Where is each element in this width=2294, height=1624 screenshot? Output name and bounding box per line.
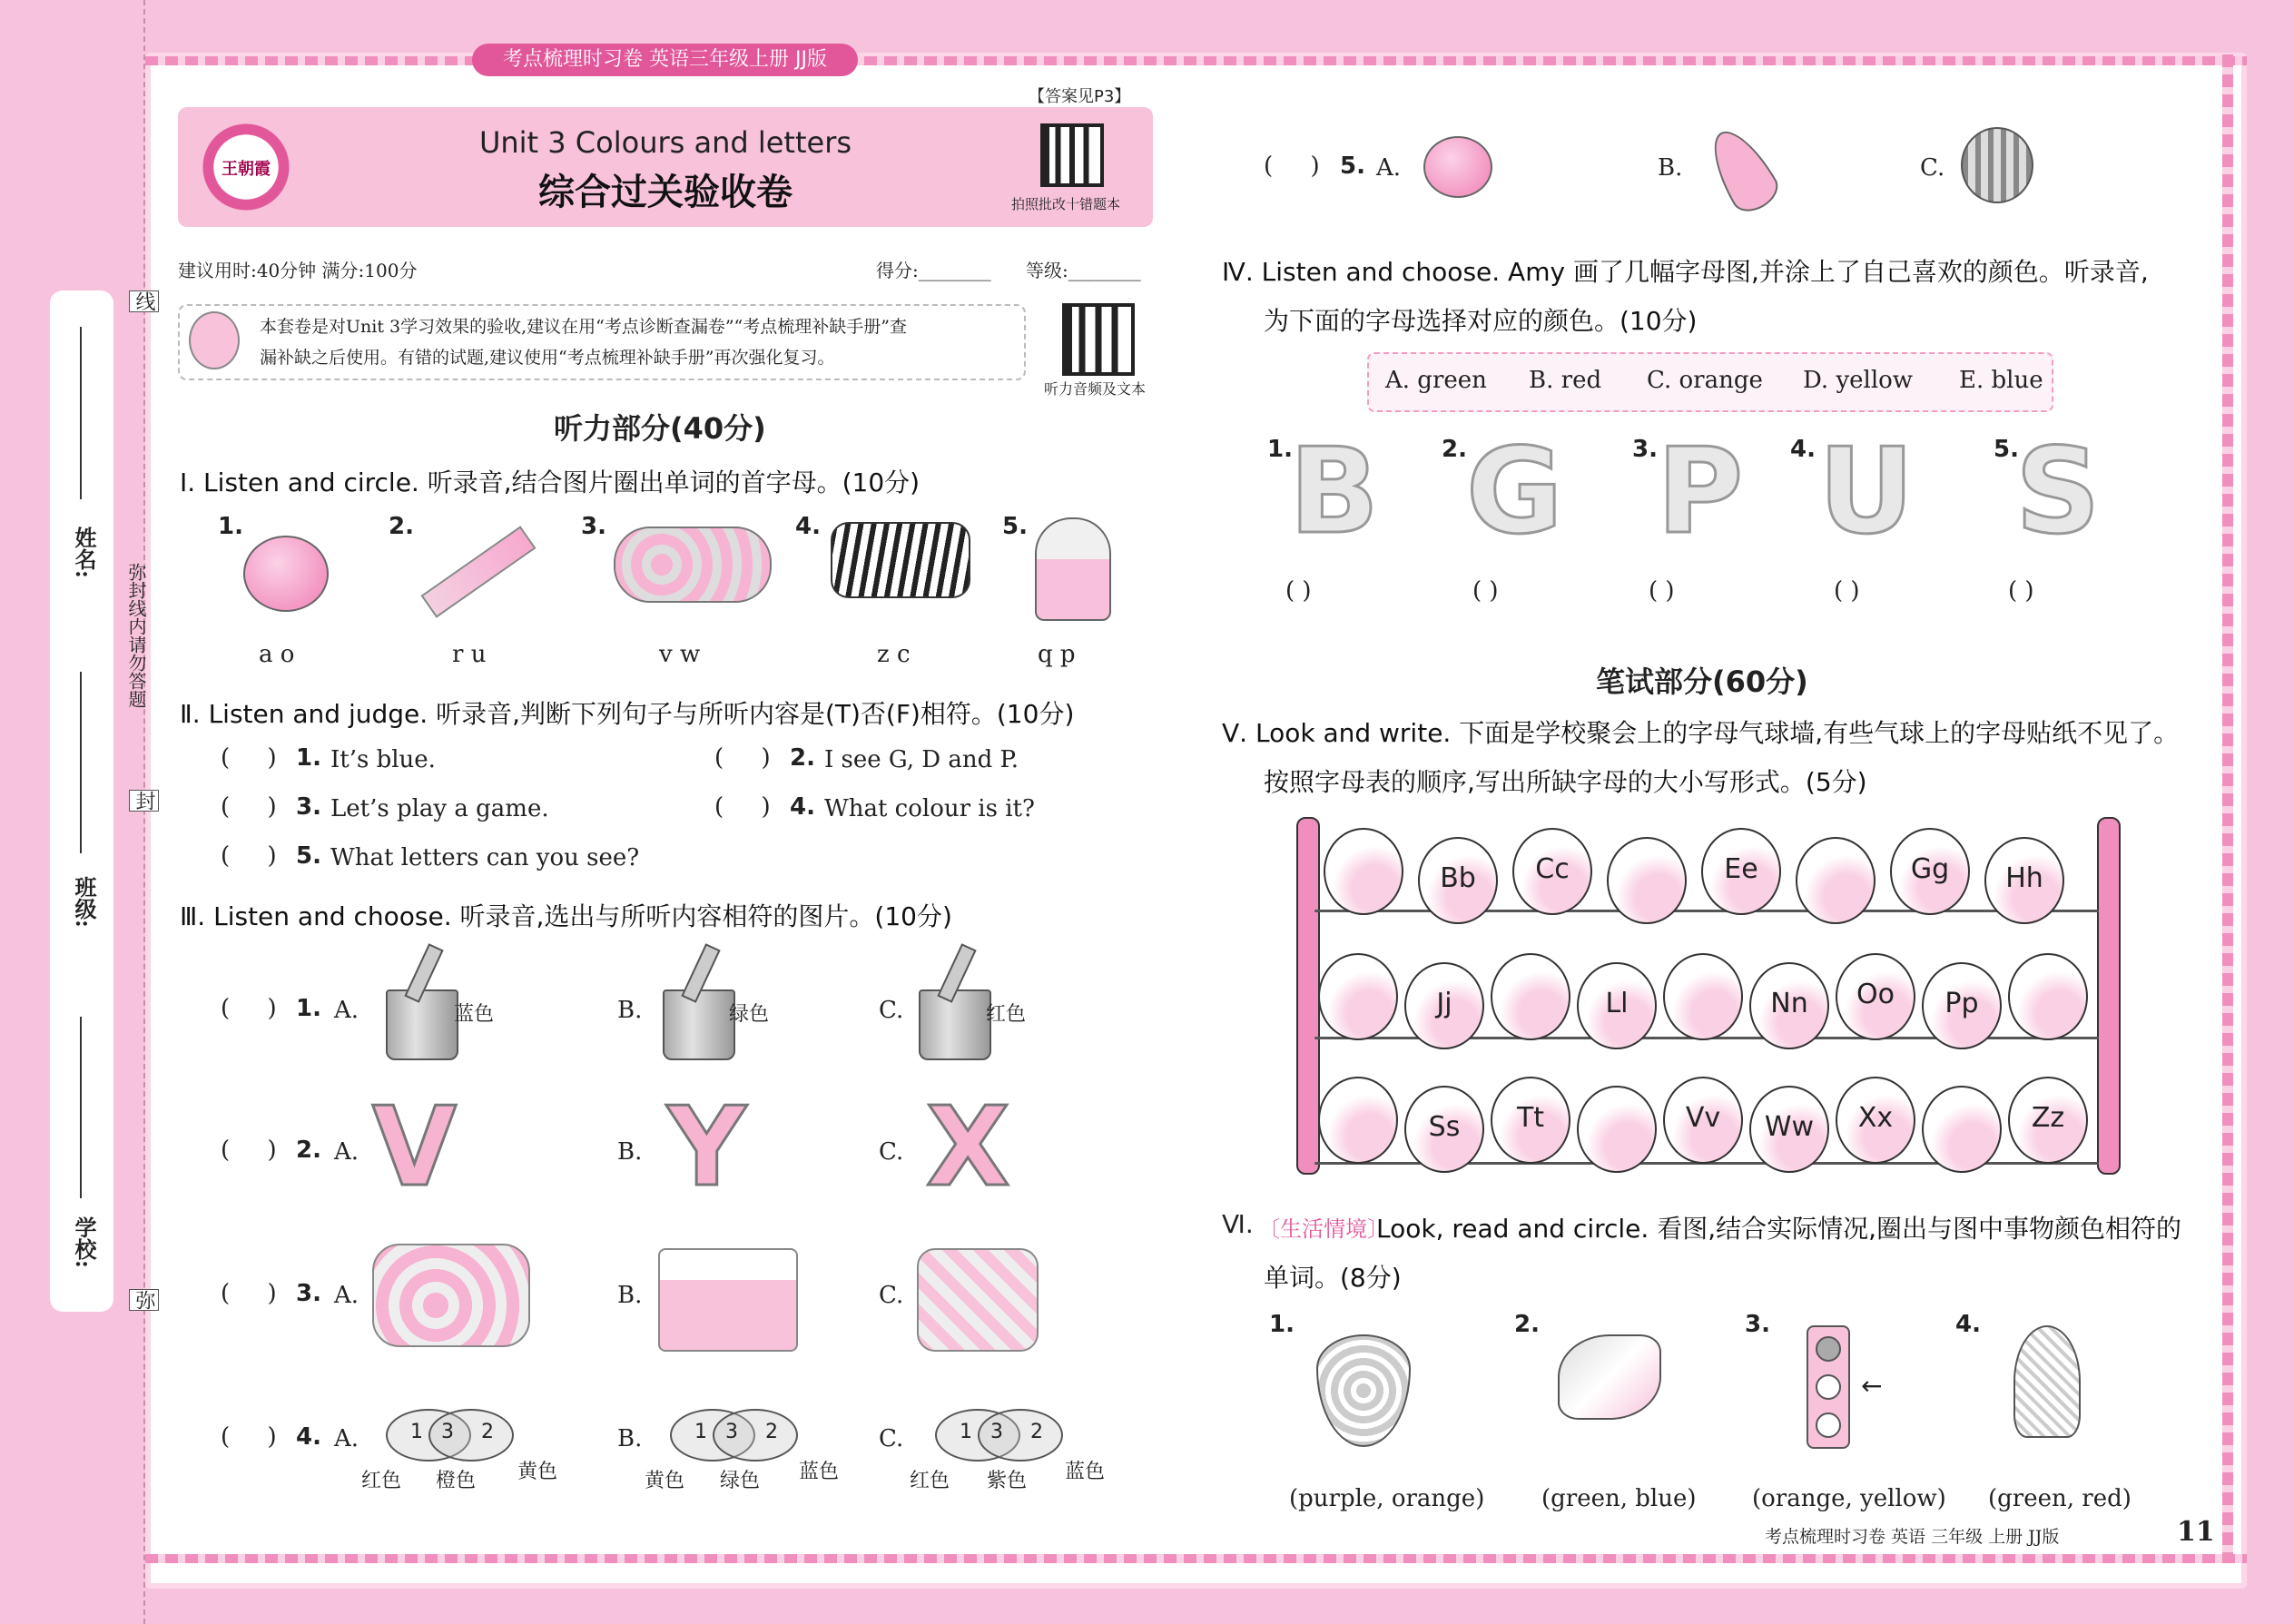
- venn-num-2: 2: [1030, 1421, 1043, 1443]
- venn-b-label-3: 绿色: [720, 1470, 761, 1492]
- writing-section-title: 笔试部分(60分): [1596, 664, 1808, 699]
- balloon-label: Vv: [1685, 1102, 1721, 1134]
- s3-q1-option-b[interactable]: B.: [617, 997, 643, 1024]
- balloon-letter: [2008, 1077, 2088, 1164]
- s4-q4-answer-blank[interactable]: ( ): [1834, 577, 1860, 605]
- balloon-letter: [1663, 1077, 1743, 1164]
- section-1-title: Ⅰ. Listen and circle. 听录音,结合图片圈出单词的首字母。(10分): [180, 468, 921, 497]
- letter-g-icon: G: [1466, 422, 1563, 560]
- s3-q2-option-a[interactable]: A.: [334, 1138, 359, 1166]
- notice-line-2: 漏补缺之后使用。有错的试题,建议使用“考点梳理补缺手册”再次强化复习。: [260, 348, 835, 368]
- traffic-light-icon: [1807, 1325, 1850, 1449]
- s3-q1-option-a[interactable]: A.: [334, 997, 359, 1024]
- balloon-letter: [1577, 962, 1657, 1049]
- venn-c-label-3: 紫色: [987, 1470, 1028, 1492]
- s1-q1-options[interactable]: a o: [259, 641, 295, 668]
- s6-q2-number: 2.: [1514, 1311, 1540, 1338]
- s6-q4-number: 4.: [1955, 1311, 1981, 1338]
- paint-can-icon: [386, 989, 458, 1060]
- s6-q1-options[interactable]: (purple, orange): [1289, 1485, 1485, 1512]
- s2-q1-answer-blank[interactable]: ( ): [221, 744, 277, 772]
- orange-fruit-icon: [243, 536, 329, 612]
- balloon-label: Ww: [1764, 1111, 1815, 1143]
- notice-box: [178, 304, 1026, 380]
- qr-code-audio[interactable]: [1062, 303, 1135, 376]
- s1-q3-options[interactable]: v w: [659, 641, 701, 668]
- s2-q2-number: 2.: [790, 744, 815, 772]
- vegetables-icon: [614, 527, 772, 603]
- balloon-blank[interactable]: [1324, 828, 1403, 915]
- s3-q4-number: 4.: [296, 1423, 321, 1451]
- apple-icon: [1423, 136, 1492, 198]
- seal-mark-top: 线: [129, 290, 159, 312]
- s3-q5-answer-blank[interactable]: ( ): [1264, 153, 1320, 180]
- paint-can-icon: [919, 989, 991, 1060]
- s4-q1-answer-blank[interactable]: ( ): [1285, 577, 1312, 605]
- venn-num-1: 1: [410, 1421, 423, 1443]
- s3-q1-b-label: 绿色: [729, 1003, 770, 1026]
- s2-q1-text: It’s blue.: [330, 746, 436, 773]
- balloon-blank[interactable]: [1796, 837, 1876, 924]
- venn-num-3: 3: [441, 1421, 454, 1443]
- balloon-blank[interactable]: [2008, 953, 2088, 1040]
- balloon-label: Xx: [1857, 1102, 1894, 1134]
- venn-num-2: 2: [765, 1421, 778, 1443]
- qr-caption-grading: 拍照批改十错题本: [1011, 196, 1121, 212]
- queen-icon: [1035, 517, 1111, 621]
- balloon-blank[interactable]: [1318, 953, 1398, 1040]
- seal-notice: 弥封线内请勿答题: [125, 563, 147, 708]
- s4-q1-number: 1.: [1267, 436, 1293, 463]
- balloon-letter: [1749, 1086, 1829, 1173]
- notice-line-1: 本套卷是对Unit 3学习效果的验收,建议在用“考点诊断查漏卷”“考点梳理补缺手册”查: [260, 317, 907, 337]
- balloon-blank[interactable]: [1607, 837, 1687, 924]
- wave-border-bottom: [145, 1554, 2247, 1563]
- section-5-title-line-1: Ⅴ. Look and write. 下面是学校聚会上的字母气球墙,有些气球上的字母贴纸不见了。: [1222, 718, 2180, 748]
- s2-q1-number: 1.: [296, 744, 321, 772]
- s3-q1-a-label: 蓝色: [454, 1003, 495, 1026]
- venn-a-label-1: 红色: [361, 1470, 402, 1492]
- color-options-box: [1367, 352, 2053, 412]
- balloon-blank[interactable]: [1663, 953, 1743, 1040]
- s1-q3-number: 3.: [581, 513, 606, 540]
- balloon-wall-pole-right: [2097, 817, 2121, 1175]
- s3-q2-option-c[interactable]: C.: [879, 1138, 904, 1166]
- student-info-strip: [50, 290, 113, 1312]
- venn-num-1: 1: [694, 1421, 707, 1443]
- venn-num-1: 1: [960, 1421, 972, 1443]
- balloon-label: Pp: [1944, 988, 1979, 1019]
- balloon-label: Gg: [1910, 853, 1950, 885]
- s1-q2-options[interactable]: r u: [452, 641, 487, 668]
- balloon-label: Jj: [1436, 988, 1452, 1019]
- exam-title: 综合过关验收卷: [538, 172, 793, 213]
- s2-q4-answer-blank[interactable]: ( ): [714, 793, 771, 821]
- balloon-label: Ss: [1428, 1111, 1461, 1143]
- venn-c-label-2: 蓝色: [1065, 1461, 1106, 1483]
- name-label: 姓名:: [71, 527, 97, 578]
- color-option-a: A. green: [1385, 367, 1487, 394]
- s3-q4-answer-blank[interactable]: ( ): [221, 1423, 277, 1451]
- letter-scene-a-icon: [372, 1244, 530, 1347]
- section-6-numeral: Ⅵ.: [1222, 1209, 1254, 1239]
- letter-v-icon: V: [372, 1085, 457, 1211]
- s3-q3-option-a[interactable]: A.: [334, 1282, 359, 1309]
- letter-b-icon: B: [1289, 422, 1380, 560]
- s6-q4-options[interactable]: (green, red): [1988, 1485, 2132, 1512]
- s4-q4-number: 4.: [1790, 436, 1816, 463]
- balloon-label: Zz: [2031, 1102, 2065, 1134]
- s3-q1-number: 1.: [296, 995, 321, 1022]
- chinese-knot-icon: [2013, 1325, 2081, 1438]
- letter-scene-b-icon: [658, 1248, 798, 1352]
- page-number: 11: [2177, 1516, 2215, 1548]
- school-label: 学校:: [71, 1216, 97, 1268]
- s6-q3-number: 3.: [1745, 1311, 1770, 1338]
- cabbage-icon: [1558, 1334, 1661, 1420]
- unit-title: Unit 3 Colours and letters: [478, 125, 852, 160]
- qr-caption-audio: 听力音频及文本: [1044, 380, 1147, 398]
- s3-q2-option-b[interactable]: B.: [617, 1138, 643, 1166]
- s6-q1-number: 1.: [1269, 1311, 1295, 1338]
- section-2-title: Ⅱ. Listen and judge. 听录音,判断下列句子与所听内容是(T)否(F)相符。(10分): [180, 699, 1075, 729]
- balloon-letter: [1749, 962, 1829, 1049]
- s1-q2-number: 2.: [389, 513, 414, 540]
- balloon-letter: [1984, 837, 2064, 924]
- life-scenario-tag: 〔生活情境〕: [1258, 1216, 1389, 1242]
- s2-q4-text: What colour is it?: [824, 795, 1035, 822]
- venn-b-label-2: 蓝色: [799, 1461, 840, 1483]
- balloon-label: Nn: [1770, 988, 1808, 1019]
- s4-q3-answer-blank[interactable]: ( ): [1649, 577, 1675, 605]
- balloon-blank[interactable]: [1491, 953, 1570, 1040]
- s2-q5-answer-blank[interactable]: ( ): [221, 842, 277, 870]
- s2-q5-text: What letters can you see?: [330, 844, 640, 871]
- venn-num-3: 3: [725, 1421, 738, 1443]
- s4-q5-number: 5.: [1994, 436, 2019, 463]
- seal-mark-bottom: 弥: [129, 1289, 159, 1311]
- s1-q4-number: 4.: [795, 513, 821, 540]
- s2-q2-text: I see G, D and P.: [824, 746, 1019, 773]
- balloon-letter: [1836, 953, 1915, 1040]
- grade-field[interactable]: 等级:________: [1026, 260, 1141, 281]
- balloon-blank[interactable]: [1922, 1086, 2002, 1173]
- s2-q4-number: 4.: [790, 793, 815, 821]
- s4-q2-answer-blank[interactable]: ( ): [1472, 577, 1499, 605]
- s1-q1-number: 1.: [218, 513, 243, 540]
- color-option-e: E. blue: [1959, 367, 2043, 394]
- girl-avatar-icon: [189, 311, 240, 369]
- balloon-letter: [1512, 828, 1592, 915]
- letter-u-icon: U: [1818, 422, 1915, 560]
- s2-q3-answer-blank[interactable]: ( ): [221, 793, 277, 821]
- color-option-b: B. red: [1529, 367, 1602, 394]
- venn-c-label-1: 红色: [910, 1470, 950, 1492]
- balloon-label: Hh: [2005, 862, 2043, 894]
- s6-q3-options[interactable]: (orange, yellow): [1752, 1485, 1946, 1512]
- s3-q1-c-label: 红色: [986, 1003, 1027, 1026]
- section-6-title-line-1: Look, read and circle. 看图,结合实际情况,圈出与图中事物颜色相符的: [1376, 1214, 2181, 1244]
- s2-q3-text: Let’s play a game.: [330, 795, 549, 822]
- balloon-label: Oo: [1856, 979, 1895, 1010]
- s1-q5-number: 5.: [1002, 513, 1028, 540]
- color-option-d: D. yellow: [1803, 367, 1914, 394]
- watermelon-icon: [1961, 127, 2033, 203]
- balloon-label: Ee: [1724, 853, 1758, 885]
- title-box: [178, 107, 1153, 227]
- s3-q2-number: 2.: [296, 1137, 321, 1164]
- listening-section-title: 听力部分(40分): [554, 411, 766, 446]
- s3-q5-option-c[interactable]: C.: [1920, 154, 1945, 182]
- s3-q4-option-b[interactable]: B.: [617, 1425, 643, 1452]
- s3-q1-option-c[interactable]: C.: [879, 997, 904, 1024]
- s1-q4-options[interactable]: z c: [877, 641, 911, 668]
- venn-num-2: 2: [481, 1421, 494, 1443]
- s2-q3-number: 3.: [296, 793, 321, 821]
- s3-q3-option-b[interactable]: B.: [617, 1282, 643, 1309]
- balloon-letter: [1404, 1086, 1484, 1173]
- balloon-blank[interactable]: [1577, 1086, 1657, 1173]
- letter-y-icon: Y: [667, 1085, 746, 1211]
- s3-q3-answer-blank[interactable]: ( ): [221, 1280, 277, 1307]
- name-line[interactable]: [80, 327, 82, 499]
- s3-q5-number: 5.: [1340, 153, 1365, 180]
- score-field[interactable]: 得分:________: [876, 260, 991, 281]
- balloon-label: Tt: [1516, 1102, 1545, 1134]
- balloon-blank[interactable]: [1318, 1077, 1398, 1164]
- s3-q1-answer-blank[interactable]: ( ): [221, 995, 277, 1022]
- section-6-title-line-2: 单词。(8分): [1264, 1263, 1402, 1293]
- answer-reference: 【答案见P3】: [1029, 87, 1131, 106]
- s3-q3-number: 3.: [296, 1280, 321, 1307]
- footer-text: 考点梳理时习卷 英语 三年级 上册 JJ版: [1765, 1527, 2060, 1547]
- wave-border-top: [145, 56, 2247, 65]
- letter-x-icon: X: [926, 1085, 1010, 1211]
- venn-num-3: 3: [990, 1421, 1003, 1443]
- balloon-label: Cc: [1535, 853, 1570, 885]
- seal-mark-mid: 封: [129, 790, 159, 812]
- qr-code-grading[interactable]: [1040, 123, 1104, 187]
- s4-q3-number: 3.: [1632, 436, 1658, 463]
- balloon-label: Bb: [1440, 862, 1476, 894]
- balloon-letter: [1491, 1077, 1570, 1164]
- wave-border-right: [2222, 54, 2233, 1561]
- section-4-title-line-2: 为下面的字母选择对应的颜色。(10分): [1264, 306, 1698, 336]
- venn-a-label-2: 黄色: [517, 1461, 558, 1483]
- balloon-letter: [1922, 962, 2002, 1049]
- logo-text: 王朝霞: [222, 160, 271, 179]
- s3-q2-answer-blank[interactable]: ( ): [221, 1137, 277, 1164]
- balloon-label: Ll: [1605, 988, 1629, 1019]
- section-4-title-line-1: Ⅳ. Listen and choose. Amy 画了几幅字母图,并涂上了自己喜欢的颜色。听录音,: [1222, 257, 2149, 287]
- letter-p-icon: P: [1657, 422, 1744, 560]
- letter-scene-c-icon: [917, 1248, 1039, 1352]
- venn-b-label-1: 黄色: [645, 1470, 685, 1492]
- s2-q2-answer-blank[interactable]: ( ): [714, 744, 771, 772]
- paint-can-icon: [663, 989, 735, 1060]
- s3-q4-option-c[interactable]: C.: [879, 1425, 904, 1452]
- s3-q5-option-b[interactable]: B.: [1658, 154, 1683, 182]
- venn-a-label-3: 橙色: [436, 1470, 477, 1492]
- arrow-left-icon: ←: [1861, 1371, 1883, 1401]
- color-option-c: C. orange: [1647, 367, 1763, 394]
- class-line[interactable]: [80, 672, 82, 853]
- class-label: 班级:: [71, 876, 97, 928]
- balloon-letter: [1418, 837, 1498, 924]
- seal-line: [143, 0, 147, 1624]
- zebra-icon: [831, 522, 970, 598]
- balloon-letter: [1836, 1077, 1915, 1164]
- s4-q2-number: 2.: [1442, 436, 1467, 463]
- section-3-title: Ⅲ. Listen and choose. 听录音,选出与所听内容相符的图片。(10分): [180, 901, 952, 931]
- balloon-letter: [1404, 962, 1484, 1049]
- s3-q5-option-a[interactable]: A.: [1376, 154, 1402, 182]
- s1-q5-options[interactable]: q p: [1038, 641, 1076, 668]
- s3-q4-option-a[interactable]: A.: [334, 1425, 359, 1452]
- section-5-title-line-2: 按照字母表的顺序,写出所缺字母的大小写形式。(5分): [1264, 767, 1867, 797]
- letter-s-icon: S: [2015, 422, 2101, 560]
- s6-q2-options[interactable]: (green, blue): [1541, 1485, 1697, 1512]
- balloon-letter: [1890, 828, 1970, 915]
- balloon-wall-pole-left: [1296, 817, 1320, 1175]
- s2-q5-number: 5.: [296, 842, 321, 870]
- s3-q3-option-c[interactable]: C.: [879, 1282, 904, 1309]
- school-line[interactable]: [80, 1017, 82, 1198]
- s4-q5-answer-blank[interactable]: ( ): [2008, 577, 2034, 605]
- series-banner: 考点梳理时习卷 英语三年级上册 JJ版: [472, 44, 858, 76]
- time-score-info: 建议用时:40分钟 满分:100分: [178, 260, 418, 281]
- balloon-letter: [1701, 828, 1781, 915]
